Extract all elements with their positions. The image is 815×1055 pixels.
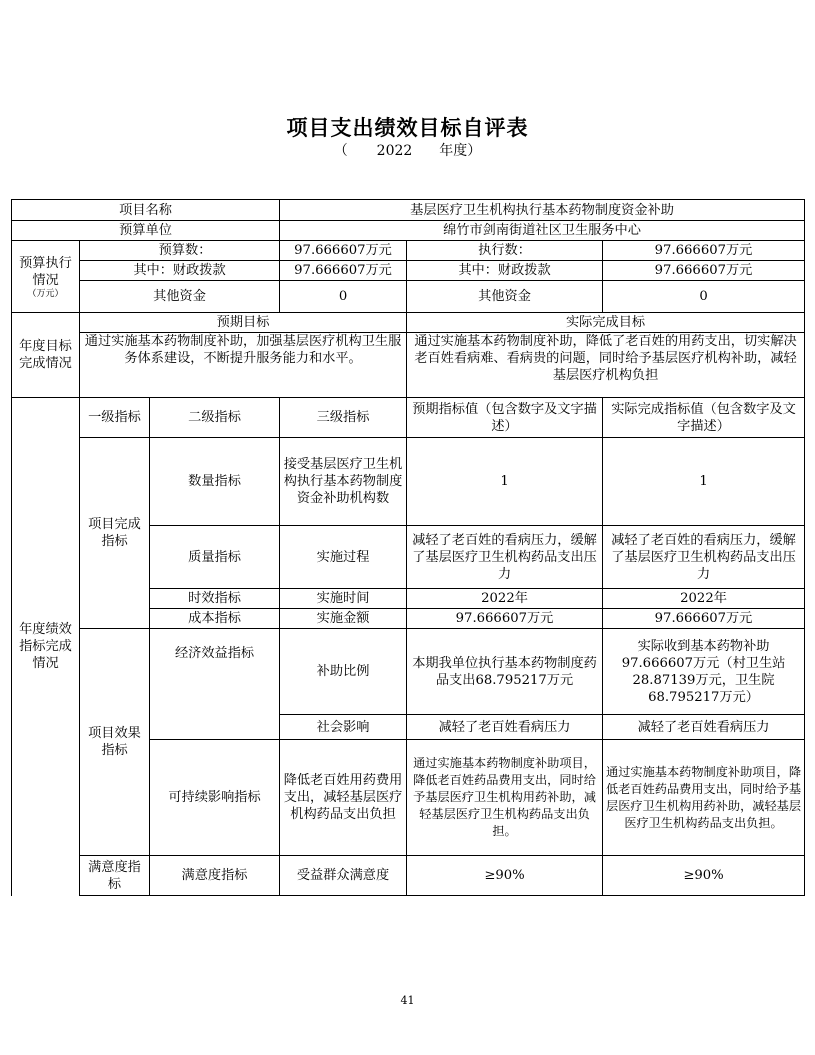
page-title: 项目支出绩效目标自评表 — [286, 115, 529, 140]
level2-cell: 满意度指标 — [150, 856, 280, 896]
goals-section-label: 年度目标完成情况 — [12, 313, 80, 398]
actual-goal-header: 实际完成目标 — [407, 313, 805, 333]
level2-cell: 数量指标 — [150, 438, 280, 526]
year-open-paren: （ — [333, 143, 348, 159]
budget-amount-label: 预算数： — [80, 241, 280, 261]
table-row — [12, 438, 805, 526]
level3-cell: 补助比例 — [280, 629, 407, 715]
expected-value-cell: ≥90% — [407, 856, 603, 896]
expected-goal-text: 通过实施基本药物制度补助，加强基层医疗机构卫生服务体系建设，不断提升服务能力和水平。 — [80, 333, 407, 398]
actual-value-cell: 实际收到基本药物补助97.666607万元（村卫生站28.87139万元，卫生院68.795217万元） — [603, 629, 805, 715]
level3-cell: 实施金额 — [280, 609, 407, 629]
actual-value-cell: 减轻了老百姓的看病压力，缓解了基层医疗卫生机构药品支出压力 — [603, 526, 805, 589]
table-row — [12, 333, 805, 398]
group-completion: 项目完成指标 — [80, 438, 150, 629]
budget-amount-value: 97.666607万元 — [280, 241, 407, 261]
actual-value-cell: 减轻了老百姓看病压力 — [603, 715, 805, 740]
actual-value-cell: 97.666607万元 — [603, 609, 805, 629]
group-effect: 项目效果指标 — [80, 629, 150, 856]
expected-goal-header: 预期目标 — [80, 313, 407, 333]
level3-cell: 降低老百姓用药费用支出，减轻基层医疗机构药品支出负担 — [280, 740, 407, 856]
expected-value-cell: 2022年 — [407, 589, 603, 609]
level2-cell: 经济效益指标 — [150, 629, 280, 740]
level2-cell: 质量指标 — [150, 526, 280, 589]
actual-value-cell: 1 — [603, 438, 805, 526]
fiscal-label-budget: 其中：财政拨款 — [80, 261, 280, 281]
actual-value-header: 实际完成指标值（包含数字及文字描述） — [603, 398, 805, 438]
table-row — [12, 398, 805, 438]
expected-value-cell: 97.666607万元 — [407, 609, 603, 629]
year-value: 2022 — [376, 143, 413, 159]
budget-section-label: 预算执行情况 （万元） — [12, 241, 80, 313]
table-row — [12, 629, 805, 715]
page-number: 41 — [400, 994, 415, 1007]
actual-value-cell: 2022年 — [603, 589, 805, 609]
year-suffix: 年度） — [439, 143, 482, 159]
level3-cell: 社会影响 — [280, 715, 407, 740]
table-row — [12, 221, 805, 241]
expected-value-cell: 减轻了老百姓的看病压力，缓解了基层医疗卫生机构药品支出压力 — [407, 526, 603, 589]
level2-cell: 可持续影响指标 — [150, 740, 280, 856]
fiscal-label-exec: 其中：财政拨款 — [407, 261, 603, 281]
other-funds-label-budget: 其他资金 — [80, 281, 280, 313]
level1-header: 一级指标 — [80, 398, 150, 438]
actual-value-cell: 通过实施基本药物制度补助项目，降低老百姓药品费用支出，同时给予基层医疗卫生机构用药补助，减轻基层医疗卫生机构药品支出负担。 — [603, 740, 805, 856]
level2-cell: 时效指标 — [150, 589, 280, 609]
level3-cell: 实施过程 — [280, 526, 407, 589]
other-funds-exec-value: 0 — [603, 281, 805, 313]
self-evaluation-table — [11, 199, 805, 896]
year-line — [0, 140, 815, 160]
actual-goal-text: 通过实施基本药物制度补助，降低了老百姓的用药支出，切实解决老百姓看病难、看病贵的问题，同时给予基层医疗机构补助，减轻基层医疗机构负担 — [407, 333, 805, 398]
expected-value-cell: 通过实施基本药物制度补助项目，降低老百姓药品费用支出，同时给予基层医疗卫生机构用药补助，减轻基层医疗卫生机构药品支出负担。 — [407, 740, 603, 856]
expected-value-cell: 本期我单位执行基本药物制度药品支出68.795217万元 — [407, 629, 603, 715]
expected-value-header: 预期指标值（包含数字及文字描述） — [407, 398, 603, 438]
table-row — [12, 313, 805, 333]
level3-cell: 受益群众满意度 — [280, 856, 407, 896]
exec-amount-value: 97.666607万元 — [603, 241, 805, 261]
level2-header: 二级指标 — [150, 398, 280, 438]
fiscal-budget-value: 97.666607万元 — [280, 261, 407, 281]
table-row — [12, 200, 805, 221]
expected-value-cell: 1 — [407, 438, 603, 526]
project-name-value: 基层医疗卫生机构执行基本药物制度资金补助 — [280, 200, 805, 221]
table-row — [12, 261, 805, 281]
table-row — [12, 281, 805, 313]
indicators-section-label: 年度绩效指标完成情况 — [12, 398, 80, 896]
table-row — [12, 241, 805, 261]
level3-cell: 接受基层医疗卫生机构执行基本药物制度资金补助机构数 — [280, 438, 407, 526]
level3-header: 三级指标 — [280, 398, 407, 438]
level2-cell: 成本指标 — [150, 609, 280, 629]
other-funds-budget-value: 0 — [280, 281, 407, 313]
project-name-label: 项目名称 — [12, 200, 280, 221]
budget-unit-label: 预算单位 — [12, 221, 280, 241]
budget-unit-value: 绵竹市剑南街道社区卫生服务中心 — [280, 221, 805, 241]
budget-section-unit: （万元） — [27, 288, 64, 299]
fiscal-exec-value: 97.666607万元 — [603, 261, 805, 281]
exec-amount-label: 执行数： — [407, 241, 603, 261]
other-funds-label-exec: 其他资金 — [407, 281, 603, 313]
table-row — [12, 856, 805, 896]
actual-value-cell: ≥90% — [603, 856, 805, 896]
expected-value-cell: 减轻了老百姓看病压力 — [407, 715, 603, 740]
group-satisfaction: 满意度指标 — [80, 856, 150, 896]
level3-cell: 实施时间 — [280, 589, 407, 609]
